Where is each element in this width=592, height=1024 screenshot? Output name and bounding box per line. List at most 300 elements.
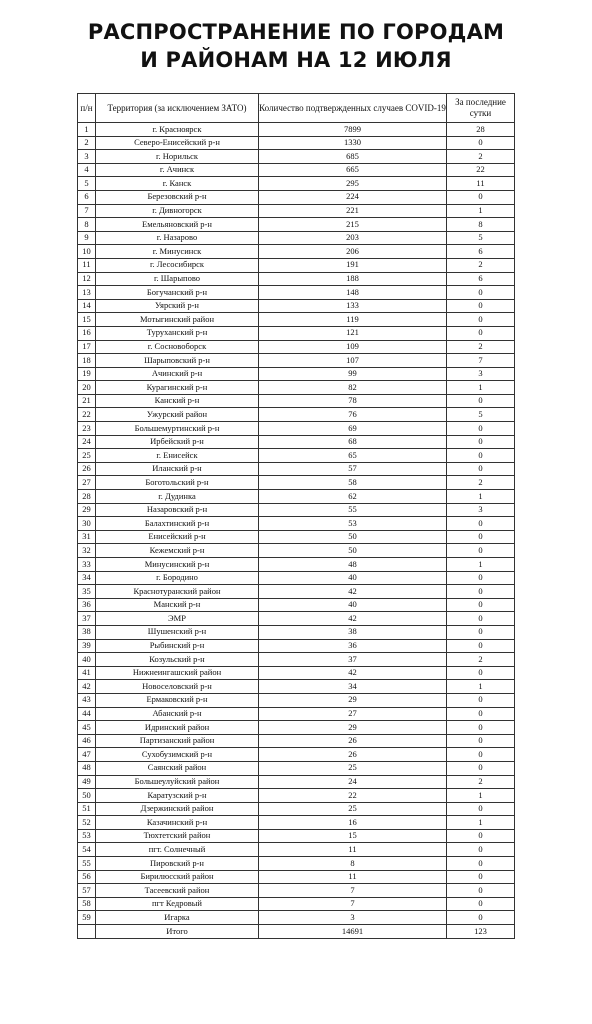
cases-cell: 224 bbox=[259, 190, 447, 204]
territory-cell: Нижнеингашский район bbox=[96, 666, 259, 680]
table-row bbox=[78, 123, 515, 137]
table-row bbox=[78, 571, 515, 585]
territory-cell: Кежемский р-н bbox=[96, 544, 259, 558]
cases-cell: 221 bbox=[259, 204, 447, 218]
last-day-cell: 0 bbox=[447, 517, 515, 531]
territory-cell: Березовский р-н bbox=[96, 190, 259, 204]
territory-cell: Дзержинский район bbox=[96, 802, 259, 816]
territory-cell: г. Лесосибирск bbox=[96, 258, 259, 272]
table-row bbox=[78, 150, 515, 164]
row-num-cell: 35 bbox=[78, 585, 96, 599]
table-body bbox=[78, 123, 515, 925]
last-day-cell: 2 bbox=[447, 150, 515, 164]
row-num-cell: 15 bbox=[78, 313, 96, 327]
last-day-cell: 1 bbox=[447, 381, 515, 395]
territory-cell: пгт. Солнечный bbox=[96, 843, 259, 857]
last-day-cell: 0 bbox=[447, 544, 515, 558]
last-day-cell: 8 bbox=[447, 218, 515, 232]
last-day-cell: 0 bbox=[447, 843, 515, 857]
row-num-cell: 53 bbox=[78, 829, 96, 843]
last-day-cell: 7 bbox=[447, 354, 515, 368]
table-row bbox=[78, 136, 515, 150]
row-num-cell: 21 bbox=[78, 394, 96, 408]
row-num-cell: 27 bbox=[78, 476, 96, 490]
cases-cell: 82 bbox=[259, 381, 447, 395]
table-row bbox=[78, 639, 515, 653]
last-day-cell: 1 bbox=[447, 204, 515, 218]
last-day-cell: 1 bbox=[447, 816, 515, 830]
cases-cell: 42 bbox=[259, 666, 447, 680]
territory-cell: Абанский р-н bbox=[96, 707, 259, 721]
territory-cell: Игарка bbox=[96, 911, 259, 925]
cases-cell: 119 bbox=[259, 313, 447, 327]
territory-cell: Сухобузимский р-н bbox=[96, 748, 259, 762]
table-row bbox=[78, 422, 515, 436]
territory-cell: Ачинский р-н bbox=[96, 367, 259, 381]
row-num-cell: 13 bbox=[78, 286, 96, 300]
cases-cell: 295 bbox=[259, 177, 447, 191]
table-row bbox=[78, 354, 515, 368]
row-num-cell: 16 bbox=[78, 326, 96, 340]
last-day-cell: 0 bbox=[447, 802, 515, 816]
table-row bbox=[78, 462, 515, 476]
row-num-cell: 51 bbox=[78, 802, 96, 816]
table-row bbox=[78, 476, 515, 490]
table-row bbox=[78, 897, 515, 911]
row-num-cell: 56 bbox=[78, 870, 96, 884]
last-day-cell: 5 bbox=[447, 231, 515, 245]
table-row bbox=[78, 490, 515, 504]
table-row bbox=[78, 313, 515, 327]
cases-cell: 37 bbox=[259, 653, 447, 667]
row-num-cell: 23 bbox=[78, 422, 96, 436]
table-row bbox=[78, 625, 515, 639]
table-row bbox=[78, 449, 515, 463]
row-num-cell: 41 bbox=[78, 666, 96, 680]
territory-cell: пгт Кедровый bbox=[96, 897, 259, 911]
cases-cell: 121 bbox=[259, 326, 447, 340]
row-num-cell: 46 bbox=[78, 734, 96, 748]
table-row bbox=[78, 612, 515, 626]
row-num-cell: 22 bbox=[78, 408, 96, 422]
row-num-cell: 42 bbox=[78, 680, 96, 694]
row-num-cell: 52 bbox=[78, 816, 96, 830]
cases-cell: 26 bbox=[259, 734, 447, 748]
row-num-cell: 45 bbox=[78, 721, 96, 735]
cases-cell: 685 bbox=[259, 150, 447, 164]
row-num-cell: 38 bbox=[78, 625, 96, 639]
cases-cell: 133 bbox=[259, 299, 447, 313]
table-row bbox=[78, 884, 515, 898]
cases-cell: 57 bbox=[259, 462, 447, 476]
last-day-cell: 0 bbox=[447, 394, 515, 408]
table-row bbox=[78, 231, 515, 245]
table-row bbox=[78, 653, 515, 667]
table-row bbox=[78, 816, 515, 830]
last-day-cell: 0 bbox=[447, 707, 515, 721]
territory-cell: Каратузский р-н bbox=[96, 789, 259, 803]
total-row bbox=[78, 925, 515, 939]
last-day-cell: 0 bbox=[447, 693, 515, 707]
table-row bbox=[78, 286, 515, 300]
row-num-cell: 11 bbox=[78, 258, 96, 272]
table-row bbox=[78, 829, 515, 843]
table-row bbox=[78, 693, 515, 707]
cases-cell: 206 bbox=[259, 245, 447, 259]
row-num-cell: 26 bbox=[78, 462, 96, 476]
territory-cell: Канский р-н bbox=[96, 394, 259, 408]
last-day-cell: 0 bbox=[447, 748, 515, 762]
table-row bbox=[78, 857, 515, 871]
territory-cell: Туруханский р-н bbox=[96, 326, 259, 340]
last-day-cell: 0 bbox=[447, 897, 515, 911]
territory-cell: Назаровский р-н bbox=[96, 503, 259, 517]
territory-cell: г. Дивногорск bbox=[96, 204, 259, 218]
row-num-cell: 33 bbox=[78, 558, 96, 572]
territory-cell: Минусинский р-н bbox=[96, 558, 259, 572]
territory-cell: г. Ачинск bbox=[96, 163, 259, 177]
cases-cell: 53 bbox=[259, 517, 447, 531]
territory-cell: Ирбейский р-н bbox=[96, 435, 259, 449]
last-day-cell: 3 bbox=[447, 367, 515, 381]
last-day-cell: 0 bbox=[447, 449, 515, 463]
territory-cell: г. Енисейск bbox=[96, 449, 259, 463]
territory-cell: Казачинский р-н bbox=[96, 816, 259, 830]
total-num-cell bbox=[78, 925, 96, 939]
last-day-cell: 6 bbox=[447, 245, 515, 259]
territory-cell: Ермаковский р-н bbox=[96, 693, 259, 707]
territory-cell: Новоселовский р-н bbox=[96, 680, 259, 694]
table-row bbox=[78, 544, 515, 558]
cases-cell: 7 bbox=[259, 897, 447, 911]
territory-cell: г. Минусинск bbox=[96, 245, 259, 259]
title-line-2: И РАЙОНАМ НА 12 ИЮЛЯ bbox=[140, 48, 452, 72]
last-day-cell: 0 bbox=[447, 530, 515, 544]
last-day-cell: 0 bbox=[447, 299, 515, 313]
last-day-cell: 1 bbox=[447, 789, 515, 803]
cases-cell: 24 bbox=[259, 775, 447, 789]
row-num-cell: 59 bbox=[78, 911, 96, 925]
table-row bbox=[78, 340, 515, 354]
last-day-cell: 0 bbox=[447, 190, 515, 204]
table-row bbox=[78, 707, 515, 721]
last-day-cell: 2 bbox=[447, 258, 515, 272]
table-row bbox=[78, 843, 515, 857]
cases-cell: 215 bbox=[259, 218, 447, 232]
last-day-cell: 0 bbox=[447, 829, 515, 843]
last-day-cell: 0 bbox=[447, 598, 515, 612]
last-day-cell: 2 bbox=[447, 775, 515, 789]
cases-cell: 16 bbox=[259, 816, 447, 830]
row-num-cell: 40 bbox=[78, 653, 96, 667]
cases-cell: 29 bbox=[259, 721, 447, 735]
total-cases: 14691 bbox=[259, 925, 447, 939]
row-num-cell: 55 bbox=[78, 857, 96, 871]
territory-cell: Тюхтетский район bbox=[96, 829, 259, 843]
table-row bbox=[78, 530, 515, 544]
territory-cell: Богучанский р-н bbox=[96, 286, 259, 300]
last-day-cell: 0 bbox=[447, 585, 515, 599]
last-day-cell: 2 bbox=[447, 476, 515, 490]
table-row bbox=[78, 218, 515, 232]
page-title bbox=[0, 18, 592, 74]
last-day-cell: 0 bbox=[447, 286, 515, 300]
table-row bbox=[78, 367, 515, 381]
cases-cell: 50 bbox=[259, 544, 447, 558]
cases-cell: 42 bbox=[259, 585, 447, 599]
row-num-cell: 14 bbox=[78, 299, 96, 313]
last-day-cell: 0 bbox=[447, 911, 515, 925]
cases-cell: 3 bbox=[259, 911, 447, 925]
row-num-cell: 39 bbox=[78, 639, 96, 653]
territory-cell: г. Красноярск bbox=[96, 123, 259, 137]
cases-cell: 36 bbox=[259, 639, 447, 653]
last-day-cell: 0 bbox=[447, 639, 515, 653]
last-day-cell: 0 bbox=[447, 761, 515, 775]
territory-cell: Партизанский район bbox=[96, 734, 259, 748]
last-day-cell: 2 bbox=[447, 653, 515, 667]
territory-cell: Саянский район bbox=[96, 761, 259, 775]
table-row bbox=[78, 585, 515, 599]
table-row bbox=[78, 748, 515, 762]
territory-cell: г. Норильск bbox=[96, 150, 259, 164]
cases-cell: 25 bbox=[259, 802, 447, 816]
last-day-cell: 0 bbox=[447, 571, 515, 585]
header-cases: Количество подтвержденных случаев COVID-19 bbox=[259, 94, 447, 123]
cases-cell: 8 bbox=[259, 857, 447, 871]
cases-cell: 11 bbox=[259, 843, 447, 857]
table-row bbox=[78, 558, 515, 572]
row-num-cell: 49 bbox=[78, 775, 96, 789]
last-day-cell: 0 bbox=[447, 313, 515, 327]
last-day-cell: 6 bbox=[447, 272, 515, 286]
table-row bbox=[78, 789, 515, 803]
cases-cell: 69 bbox=[259, 422, 447, 436]
cases-cell: 15 bbox=[259, 829, 447, 843]
row-num-cell: 12 bbox=[78, 272, 96, 286]
cases-cell: 107 bbox=[259, 354, 447, 368]
table-row bbox=[78, 381, 515, 395]
cases-cell: 65 bbox=[259, 449, 447, 463]
last-day-cell: 11 bbox=[447, 177, 515, 191]
row-num-cell: 20 bbox=[78, 381, 96, 395]
table-row bbox=[78, 245, 515, 259]
row-num-cell: 36 bbox=[78, 598, 96, 612]
row-num-cell: 37 bbox=[78, 612, 96, 626]
territory-cell: г. Бородино bbox=[96, 571, 259, 585]
cases-cell: 38 bbox=[259, 625, 447, 639]
cases-cell: 7899 bbox=[259, 123, 447, 137]
territory-cell: Шушенский р-н bbox=[96, 625, 259, 639]
table-row bbox=[78, 326, 515, 340]
territory-cell: г. Канск bbox=[96, 177, 259, 191]
table-row bbox=[78, 761, 515, 775]
table-row bbox=[78, 258, 515, 272]
cases-cell: 55 bbox=[259, 503, 447, 517]
row-num-cell: 25 bbox=[78, 449, 96, 463]
cases-cell: 191 bbox=[259, 258, 447, 272]
row-num-cell: 2 bbox=[78, 136, 96, 150]
row-num-cell: 32 bbox=[78, 544, 96, 558]
territory-cell: Емельяновский р-н bbox=[96, 218, 259, 232]
row-num-cell: 6 bbox=[78, 190, 96, 204]
territory-cell: Краснотуранский район bbox=[96, 585, 259, 599]
row-num-cell: 10 bbox=[78, 245, 96, 259]
territory-cell: г. Назарово bbox=[96, 231, 259, 245]
total-last-day: 123 bbox=[447, 925, 515, 939]
cases-cell: 7 bbox=[259, 884, 447, 898]
row-num-cell: 18 bbox=[78, 354, 96, 368]
territory-cell: Пировский р-н bbox=[96, 857, 259, 871]
row-num-cell: 50 bbox=[78, 789, 96, 803]
cases-cell: 76 bbox=[259, 408, 447, 422]
cases-cell: 99 bbox=[259, 367, 447, 381]
table-row bbox=[78, 680, 515, 694]
row-num-cell: 7 bbox=[78, 204, 96, 218]
last-day-cell: 1 bbox=[447, 680, 515, 694]
table-row bbox=[78, 721, 515, 735]
territory-cell: г. Сосновоборск bbox=[96, 340, 259, 354]
cases-cell: 29 bbox=[259, 693, 447, 707]
header-territory: Территория (за исключением ЗАТО) bbox=[96, 94, 259, 123]
last-day-cell: 1 bbox=[447, 558, 515, 572]
table-row bbox=[78, 517, 515, 531]
territory-cell: Боготольский р-н bbox=[96, 476, 259, 490]
row-num-cell: 57 bbox=[78, 884, 96, 898]
row-num-cell: 44 bbox=[78, 707, 96, 721]
cases-cell: 50 bbox=[259, 530, 447, 544]
cases-cell: 22 bbox=[259, 789, 447, 803]
last-day-cell: 0 bbox=[447, 422, 515, 436]
cases-cell: 42 bbox=[259, 612, 447, 626]
table-header-row bbox=[78, 94, 515, 123]
last-day-cell: 0 bbox=[447, 612, 515, 626]
territory-cell: Тасеевский район bbox=[96, 884, 259, 898]
table-row bbox=[78, 190, 515, 204]
cases-cell: 78 bbox=[259, 394, 447, 408]
last-day-cell: 1 bbox=[447, 490, 515, 504]
cases-cell: 27 bbox=[259, 707, 447, 721]
territory-cell: Большеулуйский район bbox=[96, 775, 259, 789]
territory-cell: Манский р-н bbox=[96, 598, 259, 612]
table-row bbox=[78, 870, 515, 884]
cases-cell: 26 bbox=[259, 748, 447, 762]
cases-cell: 40 bbox=[259, 598, 447, 612]
header-num: п/н bbox=[78, 94, 96, 123]
territory-cell: Ужурский район bbox=[96, 408, 259, 422]
cases-cell: 188 bbox=[259, 272, 447, 286]
row-num-cell: 43 bbox=[78, 693, 96, 707]
row-num-cell: 17 bbox=[78, 340, 96, 354]
header-last-day: За последние сутки bbox=[447, 94, 515, 123]
table-row bbox=[78, 666, 515, 680]
table-row bbox=[78, 503, 515, 517]
last-day-cell: 2 bbox=[447, 340, 515, 354]
cases-cell: 1330 bbox=[259, 136, 447, 150]
table-row bbox=[78, 802, 515, 816]
total-label: Итого bbox=[96, 925, 259, 939]
last-day-cell: 28 bbox=[447, 123, 515, 137]
cases-cell: 109 bbox=[259, 340, 447, 354]
cases-cell: 148 bbox=[259, 286, 447, 300]
row-num-cell: 34 bbox=[78, 571, 96, 585]
table-row bbox=[78, 775, 515, 789]
table-row bbox=[78, 435, 515, 449]
table-row bbox=[78, 272, 515, 286]
cases-cell: 68 bbox=[259, 435, 447, 449]
territory-cell: Козульский р-н bbox=[96, 653, 259, 667]
territory-cell: Уярский р-н bbox=[96, 299, 259, 313]
row-num-cell: 3 bbox=[78, 150, 96, 164]
territory-cell: Шарыповский р-н bbox=[96, 354, 259, 368]
row-num-cell: 19 bbox=[78, 367, 96, 381]
last-day-cell: 0 bbox=[447, 721, 515, 735]
table-row bbox=[78, 299, 515, 313]
cases-cell: 34 bbox=[259, 680, 447, 694]
territory-cell: Иланский р-н bbox=[96, 462, 259, 476]
row-num-cell: 54 bbox=[78, 843, 96, 857]
cases-cell: 62 bbox=[259, 490, 447, 504]
row-num-cell: 1 bbox=[78, 123, 96, 137]
row-num-cell: 28 bbox=[78, 490, 96, 504]
territory-cell: Рыбинский р-н bbox=[96, 639, 259, 653]
territory-cell: Мотыгинский район bbox=[96, 313, 259, 327]
row-num-cell: 48 bbox=[78, 761, 96, 775]
last-day-cell: 0 bbox=[447, 666, 515, 680]
territory-cell: Северо-Енисейский р-н bbox=[96, 136, 259, 150]
row-num-cell: 58 bbox=[78, 897, 96, 911]
territory-cell: Курагинский р-н bbox=[96, 381, 259, 395]
last-day-cell: 0 bbox=[447, 734, 515, 748]
last-day-cell: 0 bbox=[447, 326, 515, 340]
territory-cell: г. Шарыпово bbox=[96, 272, 259, 286]
table-row bbox=[78, 598, 515, 612]
table-row bbox=[78, 177, 515, 191]
covid-cases-table bbox=[77, 93, 515, 939]
cases-cell: 25 bbox=[259, 761, 447, 775]
last-day-cell: 3 bbox=[447, 503, 515, 517]
row-num-cell: 31 bbox=[78, 530, 96, 544]
row-num-cell: 9 bbox=[78, 231, 96, 245]
row-num-cell: 5 bbox=[78, 177, 96, 191]
cases-cell: 48 bbox=[259, 558, 447, 572]
last-day-cell: 0 bbox=[447, 857, 515, 871]
last-day-cell: 5 bbox=[447, 408, 515, 422]
cases-cell: 40 bbox=[259, 571, 447, 585]
cases-cell: 665 bbox=[259, 163, 447, 177]
last-day-cell: 0 bbox=[447, 435, 515, 449]
last-day-cell: 0 bbox=[447, 462, 515, 476]
row-num-cell: 8 bbox=[78, 218, 96, 232]
last-day-cell: 0 bbox=[447, 136, 515, 150]
cases-cell: 203 bbox=[259, 231, 447, 245]
title-line-1: РАСПРОСТРАНЕНИЕ ПО ГОРОДАМ bbox=[87, 20, 505, 44]
table-row bbox=[78, 734, 515, 748]
table-row bbox=[78, 911, 515, 925]
territory-cell: Балахтинский р-н bbox=[96, 517, 259, 531]
cases-cell: 11 bbox=[259, 870, 447, 884]
territory-cell: ЭМР bbox=[96, 612, 259, 626]
row-num-cell: 24 bbox=[78, 435, 96, 449]
cases-cell: 58 bbox=[259, 476, 447, 490]
row-num-cell: 47 bbox=[78, 748, 96, 762]
row-num-cell: 30 bbox=[78, 517, 96, 531]
row-num-cell: 4 bbox=[78, 163, 96, 177]
territory-cell: г. Дудинка bbox=[96, 490, 259, 504]
last-day-cell: 0 bbox=[447, 870, 515, 884]
territory-cell: Бирилюсский район bbox=[96, 870, 259, 884]
territory-cell: Большемуртинский р-н bbox=[96, 422, 259, 436]
